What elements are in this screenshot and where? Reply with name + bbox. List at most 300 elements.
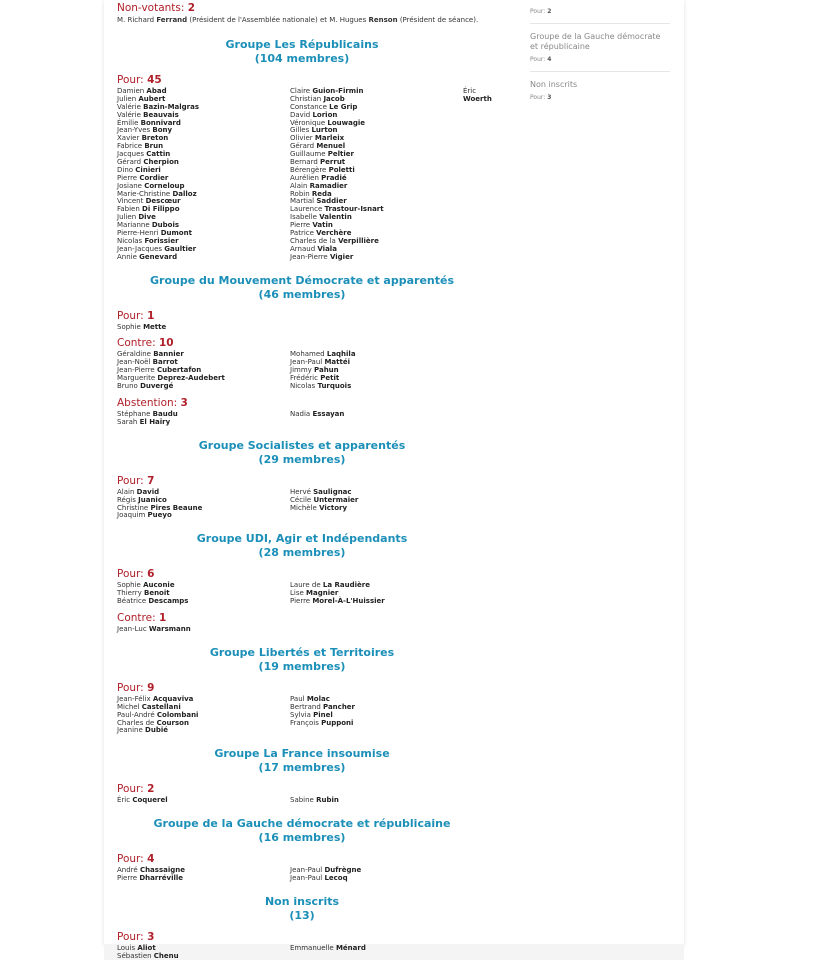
last-name: Pueyo <box>147 511 172 520</box>
first-name: Bernard <box>290 158 318 167</box>
last-name: Pinel <box>313 710 333 719</box>
group-header <box>117 747 497 775</box>
last-name: Descœur <box>145 197 181 206</box>
vote-count: 2 <box>147 783 155 796</box>
first-name: Sébastien <box>117 951 152 960</box>
first-name: Jean-Noël <box>117 358 151 367</box>
last-name: Pahun <box>314 366 339 375</box>
last-name: Genevard <box>139 252 178 261</box>
vote-block <box>117 853 497 883</box>
group-section <box>117 532 497 634</box>
first-name: Jean-Luc <box>117 624 147 633</box>
first-name: Gérard <box>290 142 315 151</box>
first-name: Paul-André <box>117 710 155 719</box>
nonvotants-line <box>117 2 497 14</box>
names-list <box>117 797 497 805</box>
first-name: Fabien <box>117 205 140 214</box>
group-header <box>117 532 497 560</box>
group-section <box>117 817 497 883</box>
first-name: Jean-Paul <box>290 358 323 367</box>
group-header <box>117 274 497 302</box>
first-name: Sabine <box>290 796 314 805</box>
last-name: Warsmann <box>148 624 191 633</box>
last-name: Guion-Firmin <box>312 87 364 95</box>
group-title: Groupe du Mouvement Démocrate et apparentés <box>150 273 454 287</box>
vote-count: 6 <box>147 568 155 581</box>
sidebar-vote-count <box>530 56 670 63</box>
president-name: Ferrand <box>156 16 188 24</box>
vote-results <box>117 0 497 973</box>
first-name: Alain <box>290 181 308 190</box>
last-name: Poletti <box>328 165 355 174</box>
last-name: Trastour-Isnart <box>324 205 384 214</box>
vote-block <box>117 612 497 634</box>
first-name: André <box>117 866 138 875</box>
first-name: Jean-Yves <box>117 126 151 135</box>
vote-label <box>117 310 497 323</box>
vote-label <box>117 397 497 410</box>
group-members: (19 membres) <box>258 659 346 673</box>
first-name: Damien <box>117 87 145 95</box>
last-name: Verchère <box>316 229 352 238</box>
sidebar-vote-number: 2 <box>547 8 552 15</box>
last-name: Le Grip <box>329 102 358 111</box>
first-name: Martial <box>290 197 315 206</box>
group-title: Non inscrits <box>264 894 340 908</box>
last-name: Cordier <box>139 173 169 182</box>
presidents-text: M. Richard <box>117 16 155 24</box>
presidents-note <box>117 16 497 24</box>
group-header <box>117 439 497 467</box>
last-name: Morel-À-L'Huissier <box>312 597 385 606</box>
last-name: Essayan <box>312 409 345 418</box>
first-name: Emmanuelle <box>290 943 334 952</box>
last-name: Gaultier <box>164 244 197 253</box>
first-name: Valérie <box>117 110 141 119</box>
vote-count: 9 <box>147 681 155 694</box>
last-name: Baudu <box>152 409 178 418</box>
deputy-name <box>290 383 463 391</box>
last-name: Magnier <box>306 589 339 598</box>
first-name: Nicolas <box>290 382 316 391</box>
deputy-name <box>463 87 497 103</box>
last-name: Aubert <box>138 94 166 103</box>
first-name: Julien <box>117 213 137 222</box>
last-name: Vatin <box>312 221 333 230</box>
last-name: Cattin <box>146 150 171 159</box>
deputy-name <box>117 324 290 332</box>
group-section <box>117 895 497 961</box>
first-name: Patrice <box>290 229 314 238</box>
sidebar-vote-count <box>530 94 670 101</box>
first-name: Bruno <box>117 382 138 391</box>
last-name: Saulignac <box>313 487 352 496</box>
names-list <box>117 945 497 961</box>
last-name: La Raudière <box>322 581 370 590</box>
sidebar-group-item <box>530 32 670 72</box>
first-name: Jean-Félix <box>117 694 151 703</box>
vote-block <box>117 74 497 262</box>
first-name: Arnaud <box>290 244 316 253</box>
president-name: Renson <box>368 16 398 24</box>
vote-block <box>117 397 497 427</box>
vote-type: Pour: <box>117 853 144 866</box>
last-name: Juanico <box>138 495 167 504</box>
sidebar-group-item <box>530 8 670 24</box>
nonvotants-label: Non-votants: <box>117 2 185 14</box>
first-name: Sophie <box>117 581 141 590</box>
first-name: Nicolas <box>117 236 143 245</box>
first-name: Sarah <box>117 417 138 426</box>
group-header <box>117 38 497 66</box>
group-header <box>117 895 497 923</box>
vote-block <box>117 931 497 961</box>
last-name: Coquerel <box>132 796 168 805</box>
vote-block <box>117 337 497 390</box>
vote-type: Pour: <box>117 568 144 581</box>
group-section <box>117 646 497 735</box>
vote-type: Contre: <box>117 337 156 350</box>
last-name: Brun <box>144 142 164 151</box>
names-list <box>117 411 497 427</box>
first-name: Pierre <box>290 221 311 230</box>
last-name: Pires Beaune <box>150 503 203 512</box>
sidebar-group-name: Non inscrits <box>530 80 578 89</box>
first-name: Gérard <box>117 158 142 167</box>
deputy-name <box>290 254 463 262</box>
vote-block <box>117 568 497 606</box>
vote-type: Pour: <box>117 309 144 322</box>
first-name: Marianne <box>117 221 150 230</box>
first-name: Béatrice <box>117 597 147 606</box>
last-name: Rubin <box>316 796 339 805</box>
group-members: (17 membres) <box>258 761 346 775</box>
last-name: Laqhila <box>326 350 356 359</box>
vote-label <box>117 74 497 87</box>
last-name: Bannier <box>153 350 184 359</box>
group-members: (16 membres) <box>258 831 346 845</box>
sidebar-vote-label: Pour: <box>530 56 546 63</box>
first-name: Fabrice <box>117 142 143 151</box>
vote-type: Contre: <box>117 611 156 624</box>
deputy-name <box>117 383 290 391</box>
group-title: Groupe Les Républicains <box>225 38 379 51</box>
vote-label <box>117 612 497 625</box>
last-name: Dharréville <box>139 874 184 883</box>
vote-label <box>117 931 497 944</box>
first-name: David <box>290 110 311 119</box>
first-name: Charles de la <box>290 236 336 245</box>
first-name: Sophie <box>117 322 141 331</box>
group-title: Groupe UDI, Agir et Indépendants <box>196 532 408 546</box>
deputy-name <box>117 512 290 520</box>
names-list <box>117 626 497 634</box>
deputy-name <box>117 727 290 735</box>
sidebar-vote-label: Pour: <box>530 8 546 15</box>
deputy-name <box>117 598 290 606</box>
last-name: Beauvais <box>143 110 179 119</box>
last-name: Cubertafon <box>156 366 202 375</box>
first-name: Thierry <box>117 589 142 598</box>
first-name: Guillaume <box>290 150 326 159</box>
last-name: Acquaviva <box>152 694 194 703</box>
last-name: Dubois <box>151 221 180 230</box>
nonvotants-count: 2 <box>187 2 196 14</box>
last-name: Colombani <box>156 710 199 719</box>
first-name: Dino <box>117 165 134 174</box>
last-name: Perrut <box>320 158 346 167</box>
groups-list <box>117 38 497 961</box>
group-section <box>117 274 497 427</box>
deputy-name <box>290 797 463 805</box>
first-name: Pierre <box>117 874 138 883</box>
first-name: Laure de <box>290 581 321 590</box>
last-name: Valentin <box>319 213 352 222</box>
last-name: Pradié <box>321 173 347 182</box>
first-name: Jean-Pierre <box>290 252 328 261</box>
sidebar-vote-number: 4 <box>547 56 552 63</box>
last-name: Courson <box>156 718 189 727</box>
first-name: Constance <box>290 102 327 111</box>
group-members: (46 membres) <box>258 287 346 301</box>
first-name: Joaquim <box>117 511 146 520</box>
first-name: Jean-Paul <box>290 866 323 875</box>
first-name: Laurence <box>290 205 323 214</box>
vote-type: Abstention: <box>117 396 178 409</box>
last-name: Peltier <box>327 150 355 159</box>
first-name: Jean-Jacques <box>117 244 163 253</box>
vote-count: 4 <box>147 853 155 866</box>
vote-count: 3 <box>180 396 188 409</box>
last-name: Dubié <box>145 726 168 735</box>
first-name: Véronique <box>290 118 326 127</box>
last-name: Dufrègne <box>324 866 362 875</box>
vote-label <box>117 337 497 350</box>
deputy-name <box>290 875 463 883</box>
last-name: Woerth <box>463 94 492 103</box>
last-name: Benoit <box>143 589 170 598</box>
first-name: Jeanine <box>117 726 143 735</box>
vote-type: Pour: <box>117 681 144 694</box>
first-name: Pierre-Henri <box>117 229 159 238</box>
first-name: Mohamed <box>290 350 325 359</box>
vote-type: Pour: <box>117 783 144 796</box>
deputy-name <box>117 254 290 262</box>
first-name: Éric <box>117 796 131 805</box>
names-list <box>117 696 497 735</box>
first-name: Robin <box>290 189 310 198</box>
last-name: Duvergé <box>140 382 174 391</box>
vote-count: 10 <box>158 337 174 350</box>
last-name: Dalloz <box>172 189 197 198</box>
last-name: Vigier <box>329 252 354 261</box>
last-name: Ménard <box>335 943 366 952</box>
first-name: Jean-Pierre <box>117 366 155 375</box>
group-section <box>117 38 497 262</box>
last-name: Pupponi <box>321 718 354 727</box>
vote-block <box>117 682 497 735</box>
vote-block <box>117 475 497 521</box>
last-name: Castellani <box>141 702 181 711</box>
names-list <box>117 582 497 606</box>
first-name: Christian <box>290 94 322 103</box>
last-name: Lorion <box>312 110 338 119</box>
last-name: El Haïry <box>139 417 171 426</box>
last-name: Abad <box>146 87 167 95</box>
first-name: Nadia <box>290 409 311 418</box>
first-name: Hervé <box>290 487 311 496</box>
group-title: Groupe La France insoumise <box>214 747 390 761</box>
first-name: Charles de <box>117 718 155 727</box>
first-name: Aurélien <box>290 173 319 182</box>
first-name: Régis <box>117 495 136 504</box>
first-name: Louis <box>117 943 136 952</box>
first-name: Gilles <box>290 126 310 135</box>
last-name: Breton <box>141 134 169 143</box>
group-members: (29 membres) <box>258 452 346 466</box>
vote-count: 1 <box>147 309 155 322</box>
first-name: Michèle <box>290 503 317 512</box>
last-name: Molac <box>306 694 330 703</box>
first-name: Annie <box>117 252 137 261</box>
first-name: Julien <box>117 94 137 103</box>
first-name: François <box>290 718 319 727</box>
last-name: Viala <box>317 244 337 253</box>
last-name: Pancher <box>323 702 355 711</box>
first-name: Lise <box>290 589 304 598</box>
vote-type: Pour: <box>117 930 144 943</box>
vote-count: 3 <box>147 930 155 943</box>
last-name: Cinieri <box>135 165 161 174</box>
last-name: Chassaigne <box>139 866 185 875</box>
deputy-name <box>117 419 290 427</box>
last-name: Victory <box>319 503 348 512</box>
last-name: David <box>136 487 160 496</box>
first-name: Cécile <box>290 495 312 504</box>
last-name: Cherpion <box>143 158 179 167</box>
group-title: Groupe de la Gauche démocrate et républicaine <box>153 817 451 831</box>
sidebar-group-name: Groupe de la Gauche démocrate et républicaine <box>530 32 661 51</box>
first-name: Vincent <box>117 197 144 206</box>
first-name: Bérengère <box>290 165 327 174</box>
first-name: Claire <box>290 87 311 95</box>
group-section <box>117 439 497 521</box>
first-name: Jacques <box>117 150 145 159</box>
last-name: Lecoq <box>324 874 348 883</box>
last-name: Bony <box>152 126 173 135</box>
deputy-name <box>290 505 463 513</box>
last-name: Corneloup <box>144 181 185 190</box>
last-name: Jacob <box>323 94 345 103</box>
first-name: Valérie <box>117 102 141 111</box>
deputy-name <box>290 945 463 953</box>
vote-label <box>117 682 497 695</box>
first-name: Marguerite <box>117 374 156 383</box>
first-name: Xavier <box>117 134 140 143</box>
names-list <box>117 489 497 521</box>
last-name: Aliot <box>137 943 156 952</box>
last-name: Descamps <box>148 597 189 606</box>
deputy-name <box>117 626 290 634</box>
group-title: Groupe Socialistes et apparentés <box>198 438 406 452</box>
vote-label <box>117 783 497 796</box>
last-name: Mattéi <box>324 358 350 367</box>
first-name: Christine <box>117 503 149 512</box>
last-name: Untermaier <box>313 495 359 504</box>
vote-count: 1 <box>158 611 167 624</box>
last-name: Turquois <box>317 382 352 391</box>
last-name: Saddier <box>316 197 347 206</box>
first-name: Olivier <box>290 134 313 143</box>
vote-label <box>117 475 497 488</box>
names-list <box>117 88 497 262</box>
last-name: Verpillière <box>338 236 379 245</box>
vote-type: Pour: <box>117 74 144 86</box>
deputy-name <box>117 797 290 805</box>
vote-count: 7 <box>147 474 155 487</box>
first-name: Marie-Christine <box>117 189 171 198</box>
names-list <box>117 351 497 390</box>
group-title: Groupe Libertés et Territoires <box>209 645 395 659</box>
last-name: Marleix <box>314 134 345 143</box>
first-name: Éric <box>463 87 477 95</box>
first-name: Michel <box>117 702 140 711</box>
last-name: Di Filippo <box>142 205 180 214</box>
first-name: Paul <box>290 694 305 703</box>
vote-label <box>117 568 497 581</box>
sidebar-vote-number: 3 <box>547 94 552 101</box>
last-name: Barrot <box>152 358 178 367</box>
vote-type: Pour: <box>117 474 144 487</box>
last-name: Deprez-Audebert <box>157 374 225 383</box>
names-list <box>117 324 497 332</box>
sidebar-vote-count <box>530 8 670 15</box>
vote-block <box>117 310 497 332</box>
group-header <box>117 817 497 845</box>
first-name: Pierre <box>290 597 311 606</box>
first-name: Jean-Paul <box>290 874 323 883</box>
last-name: Auconie <box>143 581 175 590</box>
first-name: Isabelle <box>290 213 317 222</box>
last-name: Lurton <box>311 126 338 135</box>
sidebar-group-item <box>530 80 670 109</box>
last-name: Petit <box>320 374 340 383</box>
presidents-text: (Président de séance). <box>399 16 479 24</box>
first-name: Émilie <box>117 118 139 127</box>
last-name: Louwagie <box>327 118 365 127</box>
last-name: Mette <box>143 322 167 331</box>
sidebar-summary <box>530 4 670 117</box>
vote-block <box>117 783 497 805</box>
last-name: Dive <box>138 213 156 222</box>
last-name: Bonnivard <box>140 118 181 127</box>
sidebar-vote-label: Pour: <box>530 94 546 101</box>
group-members: (13) <box>289 908 315 922</box>
first-name: Alain <box>117 487 135 496</box>
group-members: (28 membres) <box>258 546 346 560</box>
first-name: Jimmy <box>290 366 312 375</box>
last-name: Forissier <box>144 236 179 245</box>
vote-count: 45 <box>147 74 162 86</box>
group-header <box>117 646 497 674</box>
first-name: Géraldine <box>117 350 151 359</box>
last-name: Reda <box>311 189 332 198</box>
names-list <box>117 867 497 883</box>
deputy-name <box>117 875 290 883</box>
first-name: Stéphane <box>117 409 151 418</box>
deputy-name <box>290 598 463 606</box>
deputy-name <box>290 411 463 419</box>
